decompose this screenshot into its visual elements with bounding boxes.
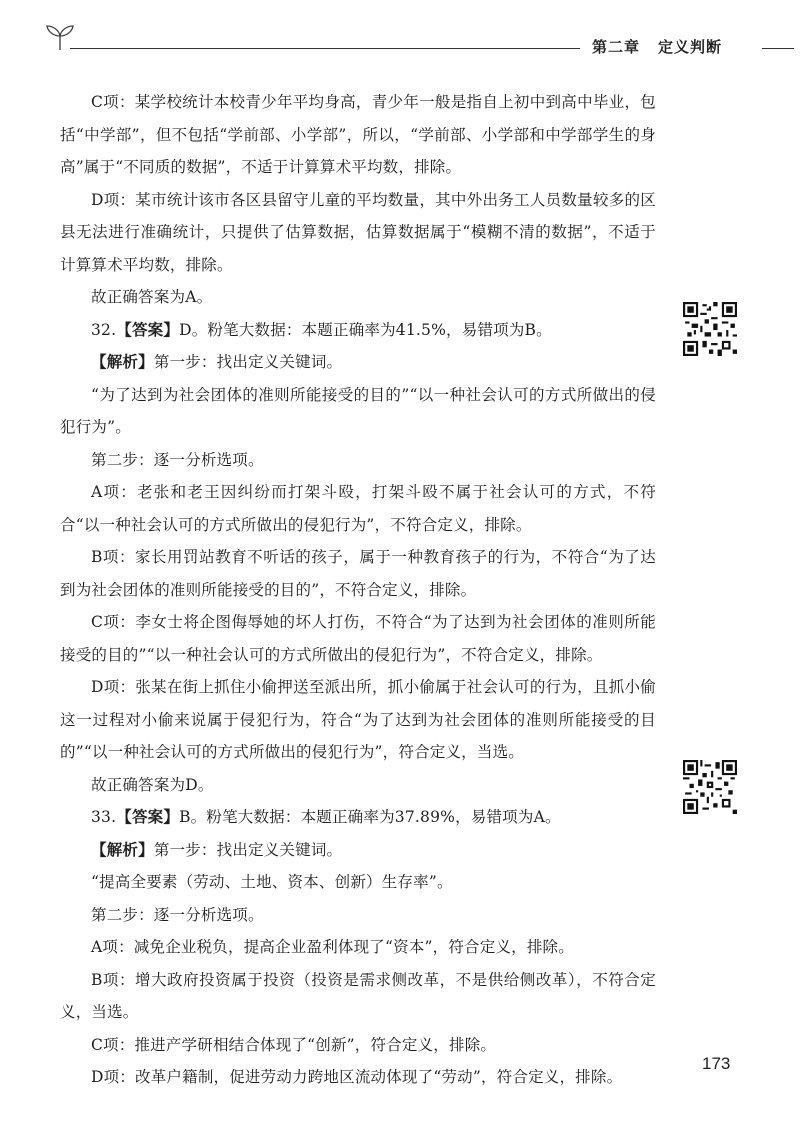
paragraph: 第二步：逐一分析选项。 <box>91 450 264 469</box>
paragraph: D项：某市统计该市各区县留守儿童的平均数量，其中外出务工人员数量较多的区县无法进行准确统计，只提供了估算数据，估算数据属于“模糊不清的数据”，不适于计算算术平均数，排除。 <box>60 190 656 274</box>
paragraph: A项：减免企业税负，提高企业盈利体现了“资本”，符合定义，排除。 <box>91 938 574 956</box>
qr-code-32[interactable] <box>683 302 737 356</box>
paragraph: C项：某学校统计本校青少年平均身高，青少年一般是指自上初中到高中毕业，包括“中学部”，但不包括“学前部、小学部”，所以，“学前部、小学部和中学部学生的身高”属于“不同质的数据”，不适于计算算术平均数，排除。 <box>60 93 656 176</box>
chapter-label: 第二章 <box>592 38 641 56</box>
paragraph: “为了达到为社会团体的准则所能接受的目的”“以一种社会认可的方式所做出的侵犯行为”。 <box>60 385 656 436</box>
analysis-text: 第一步：找出定义关键词。 <box>153 840 343 859</box>
paragraph: D项：改革户籍制，促进劳动力跨地区流动体现了“劳动”，符合定义，排除。 <box>91 1068 623 1086</box>
answer-line-32 <box>60 314 656 347</box>
paragraph: C项：推进产学研相结合体现了“创新”，符合定义，排除。 <box>91 1035 497 1054</box>
qr-code-33[interactable] <box>683 760 737 814</box>
page-body <box>60 86 656 1094</box>
answer-label: 【答案】 <box>116 319 180 339</box>
header-rule-right <box>762 48 794 49</box>
answer-line-33 <box>60 801 656 834</box>
paragraph: 故正确答案为D。 <box>91 775 214 794</box>
running-header <box>592 36 722 57</box>
question-number: 33. <box>91 808 117 826</box>
analysis-label: 【解析】 <box>91 839 154 859</box>
answer-text: D。粉笔大数据：本题正确率为41.5%，易错项为B。 <box>179 320 552 339</box>
answer-text: B。粉笔大数据：本题正确率为37.89%，易错项为A。 <box>179 808 561 826</box>
section-title: 定义判断 <box>658 38 723 56</box>
page-number: 173 <box>702 1054 731 1073</box>
paragraph: A项：老张和老王因纠纷而打架斗殴，打架斗殴不属于社会认可的方式，不符合“以一种社会认可的方式所做出的侵犯行为”，不符合定义，排除。 <box>60 483 656 534</box>
paragraph: B项：增大政府投资属于投资（投资是需求侧改革，不是供给侧改革），不符合定义，当选。 <box>60 970 656 1021</box>
paragraph: 第二步：逐一分析选项。 <box>91 905 264 924</box>
answer-label: 【答案】 <box>116 807 180 826</box>
paragraph: C项：李女士将企图侮辱她的坏人打伤，不符合“为了达到为社会团体的准则所能接受的目的”“以一种社会认可的方式所做出的侵犯行为”，不符合定义，排除。 <box>60 613 656 664</box>
analysis-line-33 <box>60 834 656 867</box>
analysis-label: 【解析】 <box>91 352 154 371</box>
qr-code-icon <box>683 760 737 814</box>
qr-code-icon <box>683 302 737 356</box>
header-rule-left <box>70 48 580 49</box>
analysis-text: 第一步：找出定义关键词。 <box>153 353 343 371</box>
paragraph: 故正确答案为A。 <box>91 288 213 306</box>
paragraph: “提高全要素（劳动、土地、资本、创新）生存率”。 <box>91 873 453 891</box>
paragraph: B项：家长用罚站教育不听话的孩子，属于一种教育孩子的行为，不符合“为了达到为社会团体的准则所能接受的目的”，不符合定义，排除。 <box>60 548 656 599</box>
question-number: 32. <box>91 320 117 339</box>
paragraph: D项：张某在街上抓住小偷押送至派出所，抓小偷属于社会认可的行为，且抓小偷这一过程对小偷来说属于侵犯行为，符合“为了达到为社会团体的准则所能接受的目的”“以一种社会认可的方式所做出的侵犯行为”，符合定义，当选。 <box>60 678 656 761</box>
analysis-line-32 <box>60 346 656 379</box>
